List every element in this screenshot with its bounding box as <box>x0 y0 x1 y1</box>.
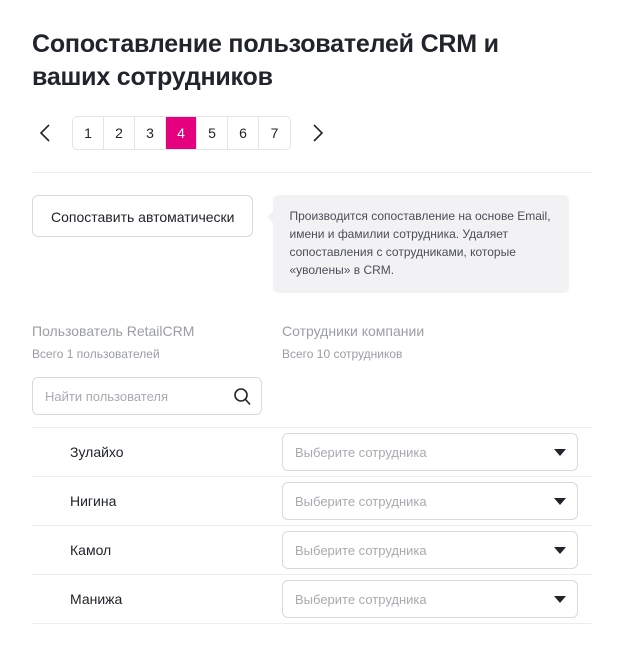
pagination-page-5[interactable]: 5 <box>197 117 228 149</box>
left-column-header <box>32 323 282 361</box>
automatch-tooltip: Производится сопоставление на основе Email, имени и фамилии сотрудника. Удаляет сопоставления с сотрудниками, которые «уволены» в CRM. <box>273 195 569 293</box>
crm-user-name: Манижа <box>70 591 123 607</box>
table-row <box>32 525 592 574</box>
pagination-page-4[interactable]: 4 <box>166 117 197 149</box>
crm-user-name: Камол <box>70 542 112 558</box>
pagination-page-2[interactable]: 2 <box>104 117 135 149</box>
search-input[interactable] <box>32 377 262 415</box>
mapping-table <box>32 427 592 624</box>
search-field-wrapper <box>32 377 262 415</box>
page-title: Сопоставление пользователей CRM и ваших сотрудников <box>32 30 499 91</box>
left-column-subtitle: Всего 1 пользователей <box>32 347 160 361</box>
chevron-left-icon <box>38 123 52 143</box>
pagination-page-list <box>72 116 291 150</box>
table-row <box>32 427 592 476</box>
pagination <box>32 116 592 150</box>
automatch-section <box>32 195 592 293</box>
table-row <box>32 476 592 525</box>
employee-select-wrapper <box>282 580 578 618</box>
pagination-page-1[interactable]: 1 <box>73 117 104 149</box>
employee-select-wrapper <box>282 482 578 520</box>
pagination-page-3[interactable]: 3 <box>135 117 166 149</box>
employee-select-wrapper <box>282 433 578 471</box>
employee-select[interactable]: Выберите сотрудника <box>282 433 578 471</box>
search-icon[interactable] <box>232 386 252 406</box>
pagination-page-7[interactable]: 7 <box>259 117 290 149</box>
employee-select[interactable]: Выберите сотрудника <box>282 531 578 569</box>
auto-match-button[interactable]: Сопоставить автоматически <box>32 195 253 237</box>
employee-select[interactable]: Выберите сотрудника <box>282 580 578 618</box>
pagination-next-button[interactable] <box>305 118 331 148</box>
table-row <box>32 574 592 624</box>
pagination-page-6[interactable]: 6 <box>228 117 259 149</box>
right-column-subtitle: Всего 10 сотрудников <box>282 347 403 361</box>
header-divider <box>32 172 592 173</box>
chevron-right-icon <box>311 123 325 143</box>
employee-select[interactable]: Выберите сотрудника <box>282 482 578 520</box>
employee-select-wrapper <box>282 531 578 569</box>
pagination-prev-button[interactable] <box>32 118 58 148</box>
right-column-header <box>282 323 592 361</box>
crm-user-name: Зулайхо <box>70 444 124 460</box>
left-column-title: Пользователь RetailCRM <box>32 323 195 339</box>
crm-user-name: Нигина <box>70 493 117 509</box>
right-column-title: Сотрудники компании <box>282 323 425 339</box>
columns-header <box>32 323 592 361</box>
